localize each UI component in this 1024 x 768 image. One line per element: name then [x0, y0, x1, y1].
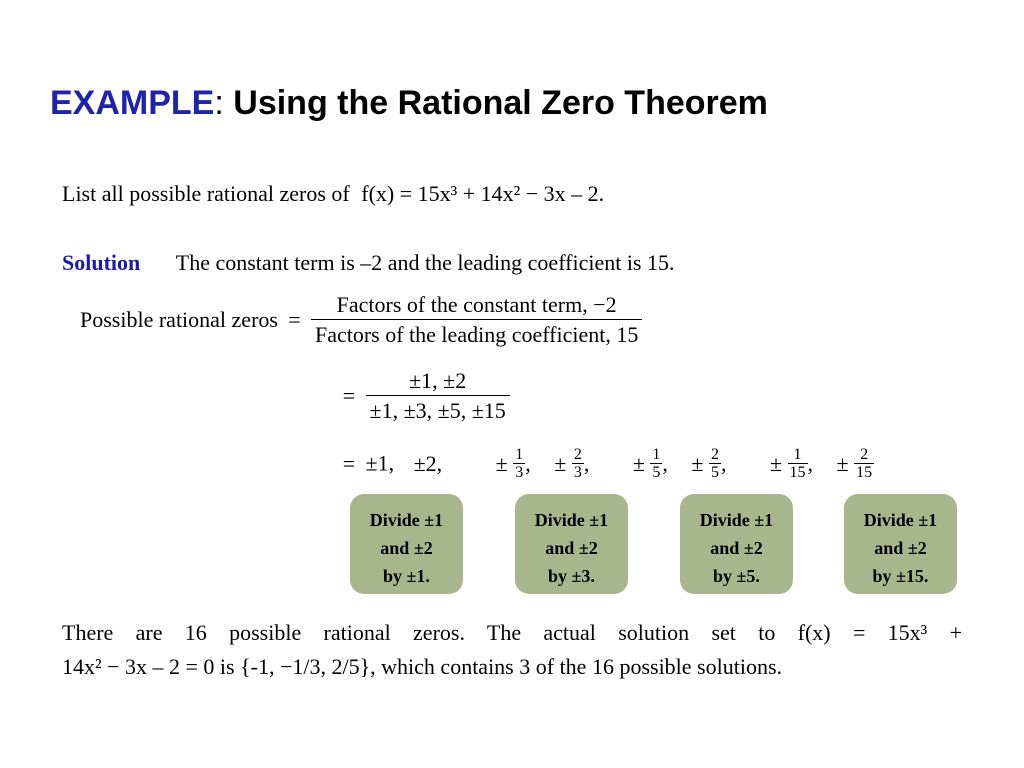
divide-by-1-box — [350, 494, 463, 594]
separator: , — [662, 450, 668, 476]
box-line: and ±2 — [874, 538, 927, 558]
small-fraction-num: 1 — [515, 446, 524, 463]
small-fraction — [788, 446, 808, 481]
box-line: and ±2 — [545, 538, 598, 558]
fraction-factors — [311, 292, 642, 348]
candidate-fraction — [632, 446, 674, 481]
small-fraction-num: 1 — [652, 446, 661, 463]
box-line: by ±5. — [713, 566, 760, 586]
plus-minus: ± — [632, 450, 645, 476]
title-text: Using the Rational Zero Theorem — [233, 84, 768, 122]
fraction-numerator: Factors of the constant term, −2 — [336, 292, 617, 317]
solution-label: Solution — [62, 250, 141, 275]
divide-by-5-box — [680, 494, 793, 594]
candidate-integer: ±2, — [413, 450, 443, 476]
title-separator: : — [214, 84, 224, 122]
candidate-fraction — [554, 446, 595, 481]
separator: , — [525, 450, 531, 476]
small-fraction-den: 15 — [789, 464, 806, 481]
equals-sign: = — [342, 450, 356, 476]
title-keyword: EXAMPLE — [50, 84, 215, 122]
separator: , — [807, 450, 814, 476]
box-line: by ±3. — [548, 566, 595, 586]
small-fraction-den: 15 — [856, 464, 873, 481]
plus-minus: ± — [836, 450, 849, 476]
box-line: Divide ±1 — [699, 510, 774, 530]
fraction-candidates — [366, 368, 510, 424]
small-fraction-den: 3 — [515, 464, 524, 481]
equals-sign: = — [342, 383, 356, 408]
small-fraction-num: 1 — [793, 446, 802, 463]
small-fraction-den: 5 — [652, 464, 661, 481]
formula-lhs: Possible rational zeros — [80, 307, 278, 332]
separator: , — [720, 450, 727, 476]
conclusion-line-1: There are 16 possible rational zeros. The actual solution set to f(x) = 15x³ + — [62, 620, 962, 645]
prompt-function: f(x) = 15x³ + 14x² − 3x – 2. — [361, 181, 605, 206]
conclusion-line-2: 14x² − 3x – 2 = 0 is {-1, −1/3, 2/5}, which contains 3 of the 16 possible solutions. — [62, 654, 783, 679]
prompt-line — [62, 181, 604, 207]
fraction-denominator: ±1, ±3, ±5, ±15 — [366, 395, 510, 424]
divide-by-3-box — [515, 494, 628, 594]
plus-minus: ± — [691, 450, 704, 476]
equals-sign: = — [288, 307, 301, 332]
formula-step1 — [80, 292, 642, 348]
small-fraction-den: 3 — [573, 464, 582, 481]
plus-minus: ± — [769, 450, 783, 476]
small-fraction — [572, 446, 584, 481]
fraction-numerator: ±1, ±2 — [409, 368, 467, 393]
box-line: Divide ±1 — [534, 510, 609, 530]
box-line: and ±2 — [710, 538, 763, 558]
small-fraction-num: 2 — [573, 446, 582, 463]
solution-line — [62, 250, 675, 276]
box-line: Divide ±1 — [863, 510, 938, 530]
small-fraction — [854, 446, 874, 481]
small-fraction-den: 5 — [710, 464, 719, 481]
candidate-fraction — [495, 446, 537, 481]
fraction-denominator: Factors of the leading coefficient, 15 — [311, 319, 642, 348]
plus-minus: ± — [554, 450, 567, 476]
candidate-fraction — [769, 446, 819, 481]
candidate-fraction — [836, 446, 875, 481]
candidate-integer: ±1, — [365, 450, 395, 476]
formula-step3 — [338, 446, 978, 481]
plus-minus: ± — [495, 450, 508, 476]
candidate-fraction — [691, 446, 732, 481]
separator: , — [583, 450, 590, 476]
small-fraction — [709, 446, 721, 481]
solution-text: The constant term is –2 and the leading coefficient is 15. — [175, 250, 675, 275]
prompt-lead: List all possible rational zeros of — [62, 181, 350, 206]
small-fraction — [650, 446, 662, 481]
box-line: by ±1. — [383, 566, 430, 586]
small-fraction-num: 2 — [860, 446, 869, 463]
box-line: by ±15. — [872, 566, 929, 586]
divide-by-15-box — [844, 494, 957, 594]
formula-step2 — [338, 368, 510, 424]
small-fraction-num: 2 — [710, 446, 719, 463]
box-line: and ±2 — [380, 538, 433, 558]
slide-title — [50, 84, 768, 123]
small-fraction — [513, 446, 525, 481]
box-line: Divide ±1 — [369, 510, 444, 530]
